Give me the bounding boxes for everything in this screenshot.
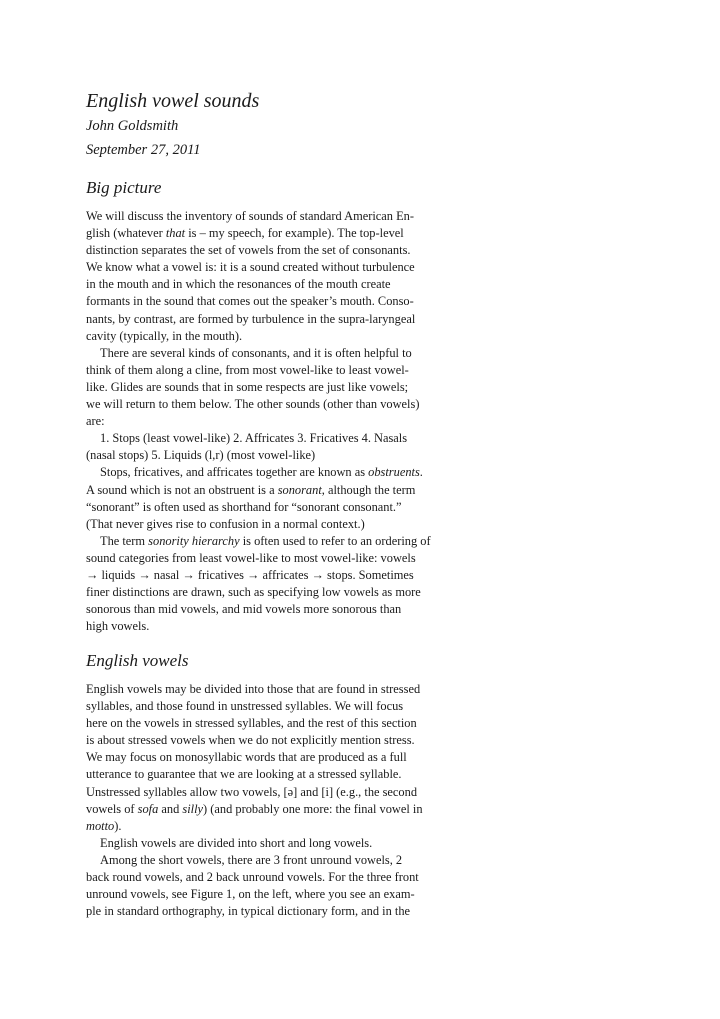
text-line: glish (whatever that is – my speech, for example). The top-level [86,226,404,241]
text-line: 1. Stops (least vowel-like) 2. Affricates 3. Fricatives 4. Nasals [100,431,408,446]
author-name: John Goldsmith [86,118,179,134]
text-line: ple in standard orthography, in typical dictionary form, and in the [86,904,411,919]
text-line: “sonorant” is often used as shorthand for “sonorant consonant.” [86,499,402,514]
text-line: cavity (typically, in the mouth). [86,328,243,343]
text-line: There are several kinds of consonants, and it is often helpful to [100,345,412,360]
text-line: formants in the sound that comes out the speaker’s mouth. Conso- [86,294,414,309]
text-line: We will discuss the inventory of sounds of standard American En- [86,209,414,223]
text-line: A sound which is not an obstruent is a sonorant, although the term [86,482,416,497]
text-line: → liquids → nasal → fricatives → affricates → stops. Sometimes [86,567,414,582]
text-line: is about stressed vowels when we do not explicitly mention stress. [86,733,415,748]
text-line: in the mouth and in which the resonances of the mouth create [86,277,391,292]
text-line: syllables, and those found in unstressed syllables. We will focus [86,699,404,714]
text-line: (nasal stops) 5. Liquids (l,r) (most vowel-like) [86,448,316,463]
text-line: English vowels may be divided into those that are found in stressed [86,682,421,696]
text-line: We may focus on monosyllabic words that are produced as a full [86,750,407,765]
text-line: Among the short vowels, there are 3 front unround vowels, 2 [100,852,403,867]
text-line: Stops, fricatives, and affricates together are known as obstruents. [100,465,423,480]
text-line: nants, by contrast, are formed by turbulence in the supra-laryngeal [86,311,416,326]
text-line: are: [86,414,105,429]
section-body-english-vowels [86,681,466,920]
text-line: think of them along a cline, from most vowel-like to least vowel- [86,362,409,377]
paper-title: English vowel sounds [86,90,260,112]
text-line: unround vowels, see Figure 1, on the left, where you see an exam- [86,887,415,902]
text-line: vowels of sofa and silly) (and probably one more: the final vowel in [86,801,423,816]
text-line: utterance to guarantee that we are looking at a stressed syllable. [86,767,402,782]
text-line: English vowels are divided into short and long vowels. [100,835,373,850]
text-line: high vowels. [86,619,150,634]
text-line: sound categories from least vowel-like to most vowel-like: vowels [86,550,416,565]
text-line: finer distinctions are drawn, such as specifying low vowels as more [86,585,421,600]
text-line: we will return to them below. The other sounds (other than vowels) [86,397,420,412]
section-heading-big-picture: Big picture [86,178,162,197]
publication-date: September 27, 2011 [86,142,201,158]
text-line: distinction separates the set of vowels from the set of consonants. [86,243,411,258]
text-line: Unstressed syllables allow two vowels, [ə] and [i] (e.g., the second [86,784,418,799]
text-line: We know what a vowel is: it is a sound created without turbulence [86,260,415,275]
text-line: sonorous than mid vowels, and mid vowels more sonorous than [86,602,402,617]
section-heading-english-vowels: English vowels [86,651,189,670]
section-body-big-picture [86,208,466,635]
text-line: (That never gives rise to confusion in a normal context.) [86,516,365,531]
text-line: like. Glides are sounds that in some respects are just like vowels; [86,379,409,394]
text-line: back round vowels, and 2 back unround vowels. For the three front [86,870,419,885]
text-line: The term sonority hierarchy is often used to refer to an ordering of [100,533,431,548]
text-line: motto). [86,818,122,833]
text-line: here on the vowels in stressed syllables, and the rest of this section [86,716,417,731]
